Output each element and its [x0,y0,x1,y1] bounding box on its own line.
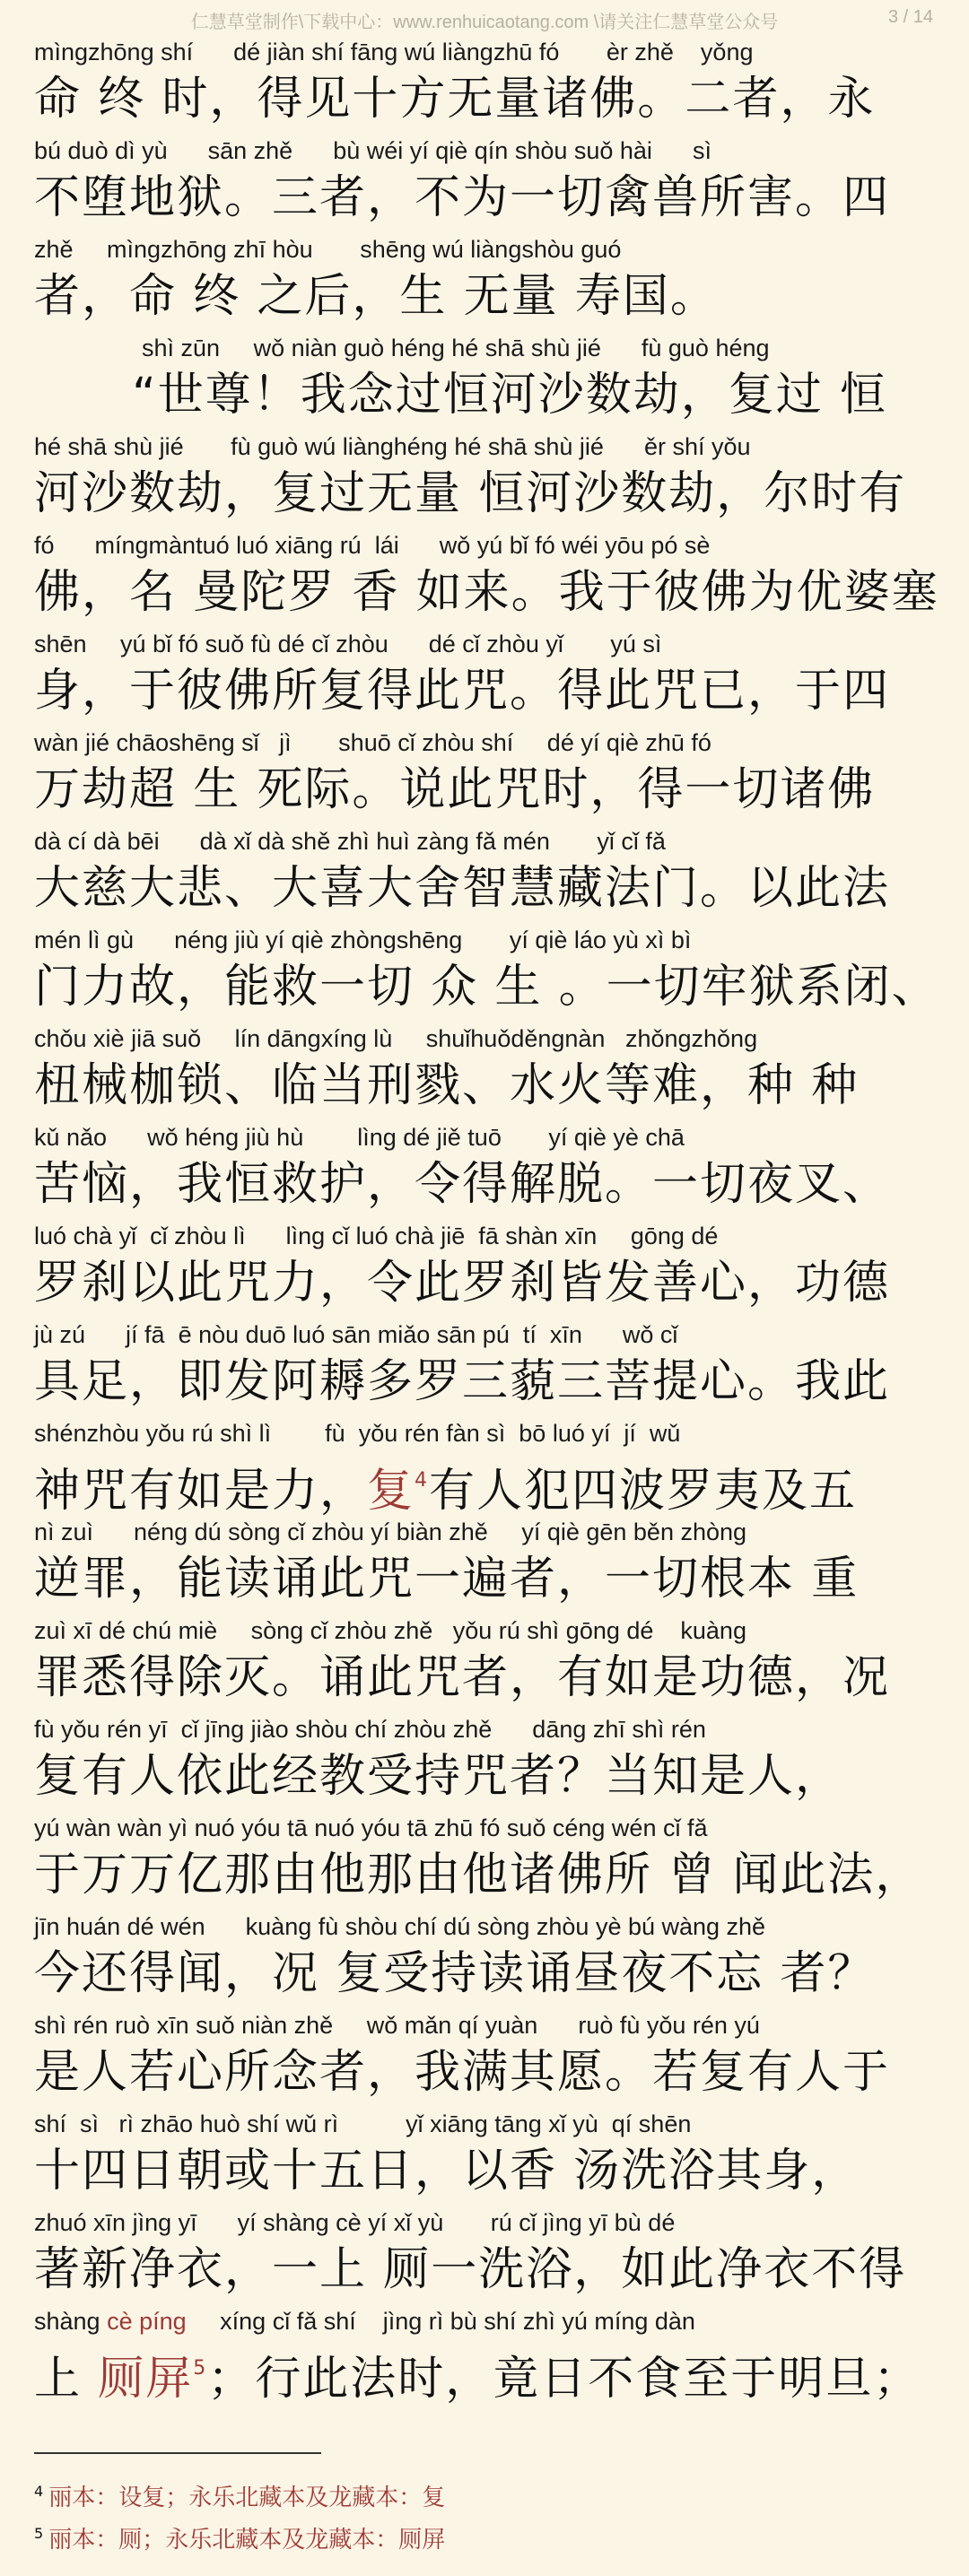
pinyin-segment: xíng cǐ fǎ shí jìng rì bù shí zhì yú míng dàn [186,2308,695,2335]
footnote [34,2474,940,2516]
footnote-number: 4 [34,2483,44,2500]
chinese-line: 者，命 终 之后，生 无量 寿国。 [34,270,718,323]
text-line [34,529,940,628]
page-indicator: 3 / 14 [887,7,933,27]
footnote-divider [34,2452,321,2454]
variant-text: 复 [367,1465,415,1518]
pinyin-line: jīn huán dé wén kuàng fù shòu chí dú sòng zhòu yè bú wàng zhě [34,1913,766,1940]
chinese-line: 身，于彼佛所复得此咒。得此咒已，于四 [34,665,891,718]
chinese-line: 今还得闻，况 复受持读诵昼夜不忘 者？ [34,1947,876,2000]
chinese-line: 大慈大悲、大喜大舍智慧藏法门。以此法 [34,862,891,915]
text-line [34,332,940,431]
chinese-line: 著新净衣，一上 厕一洗浴，如此净衣不得 [34,2243,907,2296]
footnote-ref[interactable]: 5 [193,2357,208,2380]
pinyin-line: shēn yú bǐ fó suǒ fù dé cǐ zhòu dé cǐ zhòu yǐ yú sì [34,631,662,657]
chinese-line: 是人若心所念者，我满其愿。若复有人于 [34,2046,891,2099]
pinyin-line: kǔ nǎo wǒ héng jiù hù lìng dé jiě tuō yí qiè yè chā [34,1124,685,1151]
chinese-line: 门力故，能救一切 众 生 。一切牢狱系闭、 [34,961,939,1014]
chinese-line: 罪悉得除灭。诵此咒者，有如是功德，况 [34,1651,891,1704]
text-line [34,1516,940,1614]
chinese-segment: 上 [34,2353,99,2406]
footnote-text: 丽本：设复；永乐北藏本及龙藏本：复 [48,2485,446,2511]
pinyin-line: zhuó xīn jìng yī yí shàng cè yí xǐ yù rú cǐ jìng yī bù dé [34,2209,676,2236]
chinese-segment: 神咒有如是力， [34,1465,368,1518]
text-line [34,825,940,924]
page-header [0,0,969,36]
text-line [34,1023,940,1121]
text-line [34,2108,940,2206]
footnote [34,2516,940,2558]
pinyin-line: nì zuì néng dú sòng cǐ zhòu yí biàn zhě yí qiè gēn běn zhòng [34,1519,747,1545]
pinyin-line: shì zūn wǒ niàn guò héng hé shā shù jié fù guò héng [34,335,770,361]
text-line [34,135,940,233]
text-line [34,1713,940,1812]
text-line [34,924,940,1023]
pinyin-line: yú wàn wàn yì nuó yóu tā nuó yóu tā zhū fó suǒ céng wén cǐ fǎ [34,1815,708,1841]
text-line [34,1417,940,1516]
text-line [34,628,940,727]
pinyin-line: shí sì rì zhāo huò shí wǔ rì yǐ xiāng tāng xǐ yù qí shēn [34,2110,692,2137]
footnote-text: 丽本：厕；永乐北藏本及龙藏本：厕屏 [48,2527,446,2554]
text-line [34,1812,940,1910]
chinese-line [34,1449,940,1516]
text-line [34,233,940,332]
pinyin-line: zhě mìngzhōng zhī hòu shēng wú liàngshòu guó [34,236,622,263]
chinese-line: 于万万亿那由他那由他诸佛所 曾 闻此法， [34,1849,923,1902]
chinese-line: 罗刹以此咒力，令此罗刹皆发善心，功德 [34,1257,891,1310]
pinyin-line: shénzhòu yǒu rú shì lì fù yǒu rén fàn sì bō luó yí jí wǔ [34,1420,681,1447]
chinese-segment: ；行此法时，竟日不食至于明旦； [207,2353,921,2406]
pinyin-line: fó míngmàntuó luó xiāng rú lái wǒ yú bǐ fó wéi yōu pó sè [34,532,711,559]
pinyin-line: fù yǒu rén yī cǐ jīng jiào shòu chí zhòu zhě dāng zhī shì rén [34,1716,706,1743]
text-line [34,2305,940,2404]
pinyin-line: chǒu xiè jiā suǒ lín dāngxíng lù shuǐhuǒděngnàn zhǒngzhǒng [34,1025,758,1052]
chinese-line: 不堕地狱。三者，不为一切禽兽所害。四 [34,171,891,224]
pinyin-line [34,2305,940,2337]
pinyin-line: mén lì gù néng jiù yí qiè zhòngshēng yí qiè láo yù xì bì [34,927,692,953]
pinyin-line: zuì xī dé chú miè sòng cǐ zhòu zhě yǒu rú shì gōng dé kuàng [34,1617,746,1644]
chinese-line: 复有人依此经教受持咒者？当知是人， [34,1750,843,1803]
text-line [34,1910,940,2009]
chinese-line: “世尊！我念过恒河沙数劫，复过 恒 [34,369,887,422]
pinyin-line: mìngzhōng shí dé jiàn shí fāng wú liàngzhū fó èr zhě yǒng [34,39,754,65]
text-line [34,1121,940,1220]
footnote-ref[interactable]: 4 [415,1469,430,1492]
pinyin-line: wàn jié chāoshēng sǐ jì shuō cǐ zhòu shí dé yí qiè zhū fó [34,729,711,756]
chinese-line: 逆罪，能读诵此咒一遍者，一切根本 重 [34,1553,860,1606]
text-line [34,2206,940,2305]
text-line [34,727,940,825]
text-line [34,36,940,135]
variant-text: 厕屏 [98,2353,194,2406]
pinyin-line: bú duò dì yù sān zhě bù wéi yí qiè qín shòu suǒ hài sì [34,137,711,164]
chinese-line: 苦恼，我恒救护，令得解脱。一切夜叉、 [34,1158,891,1211]
variant-pinyin: cè píng [107,2308,187,2335]
chinese-segment: 有人犯四波罗夷及五 [429,1465,858,1518]
chinese-line: 佛，名 曼陀罗 香 如来。我于彼佛为优婆塞 [34,566,939,619]
footnotes [34,2452,940,2558]
variant-reading [98,2353,207,2406]
pinyin-line: hé shā shù jié fù guò wú liànghéng hé shā shù jié ěr shí yǒu [34,433,751,460]
text-line [34,1220,940,1318]
header-title: 仁慧草堂制作\下载中心：www.renhuicaotang.com \请关注仁慧草堂公众号 [190,13,779,32]
chinese-line: 命 终 时，得见十方无量诸佛。二者，永 [34,73,876,126]
text-line [34,1614,940,1713]
pinyin-line: jù zú jí fā ē nòu duō luó sān miǎo sān pú tí xīn wǒ cǐ [34,1321,678,1348]
pinyin-line: shì rén ruò xīn suǒ niàn zhě wǒ mǎn qí yuàn ruò fù yǒu rén yú [34,2012,760,2039]
chinese-line: 河沙数劫，复过无量 恒河沙数劫，尔时有 [34,467,907,520]
sutra-text [34,36,940,2404]
pinyin-line: luó chà yǐ cǐ zhòu lì lìng cǐ luó chà jiē fā shàn xīn gōng dé [34,1223,719,1249]
pinyin-line: dà cí dà bēi dà xǐ dà shě zhì huì zàng fǎ mén yǐ cǐ fǎ [34,828,666,855]
chinese-line: 万劫超 生 死际。说此咒时，得一切诸佛 [34,763,876,816]
chinese-line: 十四日朝或十五日，以香 汤洗浴其身， [34,2145,860,2197]
text-line [34,2009,940,2108]
text-line [34,431,940,529]
chinese-line: 具足，即发阿耨多罗三藐三菩提心。我此 [34,1355,891,1408]
chinese-line: 杻械枷锁、临当刑戮、水火等难，种 种 [34,1059,860,1112]
variant-reading [367,1465,429,1518]
pinyin-segment: shàng [34,2308,108,2335]
footnote-number: 5 [34,2525,44,2542]
chinese-line [34,2337,940,2404]
text-line [34,1318,940,1417]
